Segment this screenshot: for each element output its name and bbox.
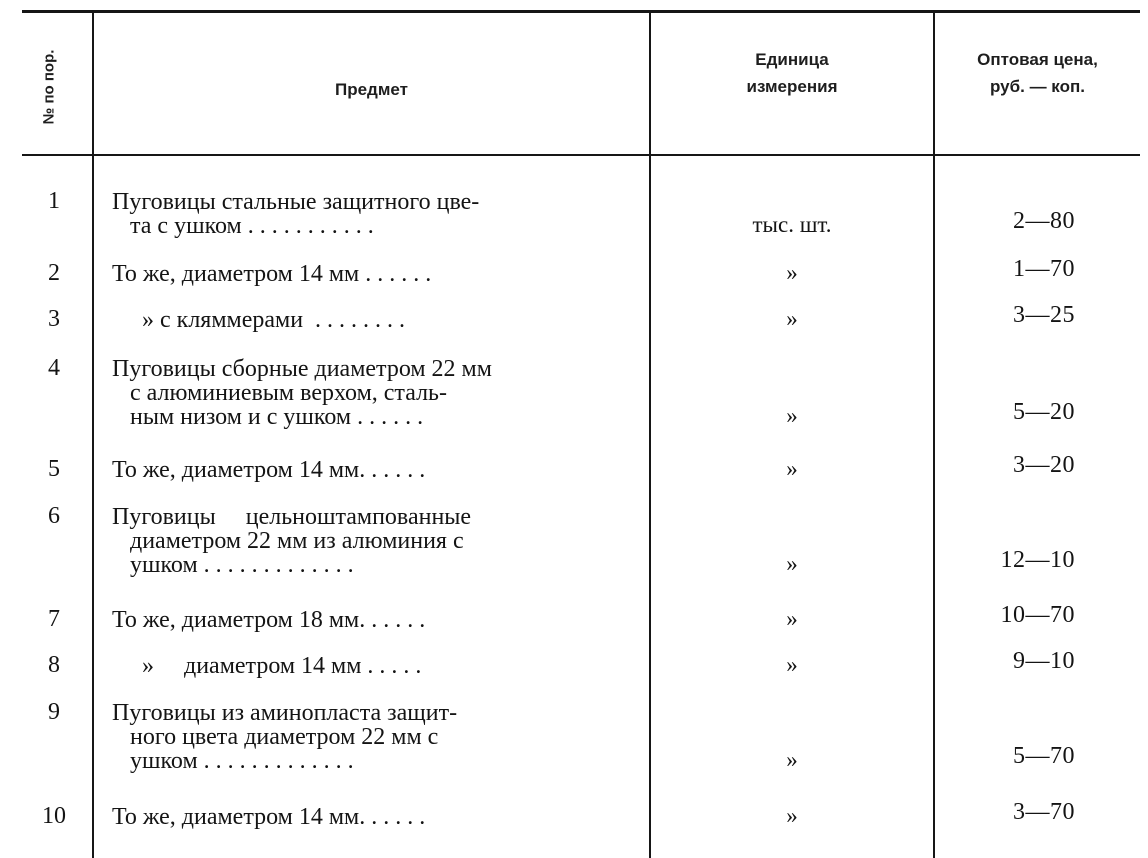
- row-item: [112, 308, 632, 332]
- row-unit: »: [786, 456, 798, 481]
- row-price: 3—20: [1013, 452, 1075, 478]
- row-unit: »: [786, 260, 798, 285]
- row-item: [112, 357, 632, 429]
- header-unit: [651, 46, 933, 100]
- header-price-line: руб. — коп.: [990, 77, 1085, 96]
- row-unit: »: [786, 551, 798, 576]
- row-number: 10: [42, 803, 66, 829]
- row-item-line: Пуговицы цельноштампованные: [112, 504, 472, 530]
- row-item-line: То же, диаметром 18 мм. . . . . .: [112, 607, 426, 633]
- row-item-line: » диаметром 14 мм . . . . .: [112, 653, 422, 679]
- row-number: 6: [48, 503, 60, 529]
- row-unit: »: [786, 306, 798, 331]
- row-number: 2: [48, 260, 60, 286]
- row-item: [112, 262, 632, 286]
- row-item-line: с алюминиевым верхом, сталь-: [112, 380, 447, 406]
- header-price: [935, 46, 1140, 100]
- row-price: 3—25: [1013, 302, 1075, 328]
- row-number: 5: [48, 456, 60, 482]
- row-item-line: То же, диаметром 14 мм . . . . . .: [112, 261, 432, 287]
- header-number: [28, 24, 70, 150]
- row-item-line: То же, диаметром 14 мм. . . . . .: [112, 804, 426, 830]
- header-number-label: № по пор.: [40, 49, 58, 125]
- row-unit: »: [786, 403, 798, 428]
- table-header-rule: [22, 154, 1140, 156]
- row-number: 8: [48, 652, 60, 678]
- row-item: [112, 608, 632, 632]
- row-price: 9—10: [1013, 648, 1075, 674]
- row-item-line: та с ушком . . . . . . . . . . .: [112, 213, 374, 239]
- row-item-line: Пуговицы стальные защитного цве-: [112, 189, 480, 215]
- row-item: [112, 805, 632, 829]
- row-item-line: ушком . . . . . . . . . . . . .: [112, 552, 354, 578]
- header-item: Предмет: [335, 80, 408, 99]
- row-item-line: То же, диаметром 14 мм. . . . . .: [112, 457, 426, 483]
- row-number: 1: [48, 188, 60, 214]
- row-item: [112, 654, 632, 678]
- column-divider-number: [92, 12, 94, 858]
- row-item: [112, 505, 632, 577]
- row-item: [112, 190, 632, 238]
- row-price: 1—70: [1013, 256, 1075, 282]
- row-unit: »: [786, 606, 798, 631]
- row-item-line: Пуговицы сборные диаметром 22 мм: [112, 356, 492, 382]
- column-divider-item: [649, 12, 651, 858]
- row-item-line: ным низом и с ушком . . . . . .: [112, 404, 424, 430]
- header-unit-line: Единица: [755, 50, 829, 69]
- row-item-line: диаметром 22 мм из алюминия с: [112, 528, 464, 554]
- row-number: 9: [48, 699, 60, 725]
- row-price: 2—80: [1013, 208, 1075, 234]
- row-unit: »: [786, 652, 798, 677]
- row-price: 5—70: [1013, 743, 1075, 769]
- row-price: 12—10: [1000, 547, 1075, 573]
- row-item-line: ушком . . . . . . . . . . . . .: [112, 748, 354, 774]
- row-price: 3—70: [1013, 799, 1075, 825]
- row-item: [112, 458, 632, 482]
- row-unit: »: [786, 803, 798, 828]
- row-price: 10—70: [1000, 602, 1075, 628]
- row-unit: тыс. шт.: [752, 212, 832, 237]
- header-unit-line: измерения: [746, 77, 838, 96]
- row-price: 5—20: [1013, 399, 1075, 425]
- row-item-line: Пуговицы из аминопласта защит-: [112, 700, 458, 726]
- row-number: 3: [48, 306, 60, 332]
- column-divider-unit: [933, 12, 935, 858]
- row-number: 7: [48, 606, 60, 632]
- header-price-line: Оптовая цена,: [977, 50, 1098, 69]
- row-number: 4: [48, 355, 60, 381]
- row-item: [112, 701, 632, 773]
- row-unit: »: [786, 747, 798, 772]
- row-item-line: ного цвета диаметром 22 мм с: [112, 724, 439, 750]
- table-top-rule: [22, 10, 1140, 13]
- row-item-line: » с кляммерами . . . . . . . .: [112, 307, 406, 333]
